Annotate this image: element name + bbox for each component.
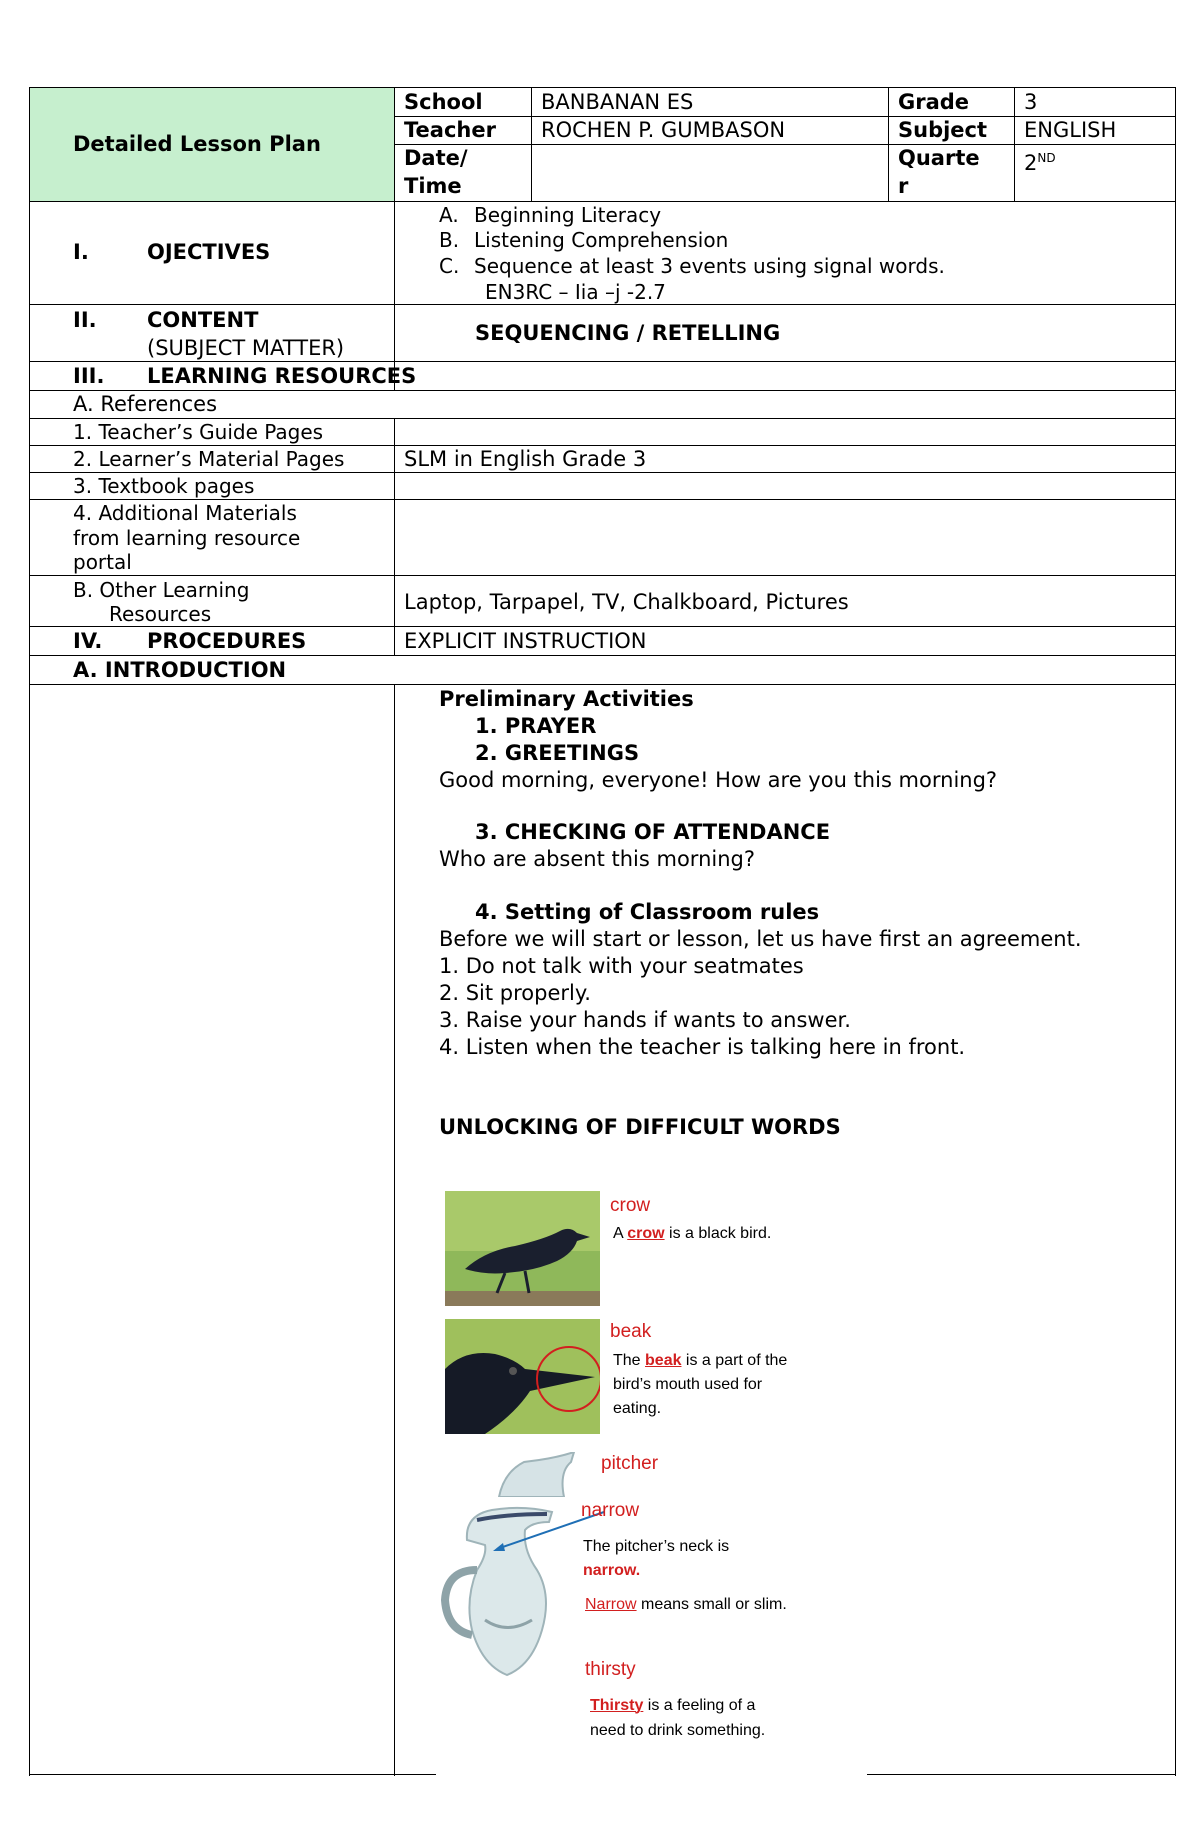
introduction-label: A. INTRODUCTION (73, 658, 287, 682)
beak-picture (445, 1319, 600, 1434)
quarter-value: 2ND (1024, 151, 1056, 175)
prayer-heading: 1. PRAYER (475, 714, 597, 738)
rule-item: 4. Listen when the teacher is talking here in front. (439, 1035, 966, 1059)
thirsty-definition: Thirsty is a feeling of a (590, 1697, 756, 1714)
crow-picture (445, 1191, 600, 1306)
narrow-definition-3: Narrow means small or slim. (585, 1596, 787, 1613)
objective-a-letter: A. (439, 203, 459, 227)
beak-definition: The beak is a part of the (613, 1352, 788, 1369)
objective-b-letter: B. (439, 228, 460, 252)
crow-word: crow (610, 1195, 651, 1216)
pitcher-picture (489, 1452, 599, 1497)
crow-definition: A crow is a black bird. (613, 1225, 772, 1242)
lesson-plan-table (29, 87, 1175, 1777)
beak-word: beak (610, 1321, 652, 1342)
teacher-value: ROCHEN P. GUMBASON (541, 118, 786, 142)
objectives-label: OJECTIVES (147, 240, 271, 264)
objectives-num: I. (73, 240, 89, 264)
rules-text: Before we will start or lesson, let us have first an agreement. (439, 927, 1082, 951)
narrow-word: narrow (581, 1500, 640, 1521)
rule-item: 1. Do not talk with your seatmates (439, 954, 804, 978)
pitcher-word: pitcher (601, 1453, 659, 1474)
objective-a: Beginning Literacy (474, 203, 662, 227)
procedures-value: EXPLICIT INSTRUCTION (404, 629, 647, 653)
subject-label: Subject (898, 118, 988, 142)
rule-item: 2. Sit properly. (439, 981, 591, 1005)
unlocking-title: UNLOCKING OF DIFFICULT WORDS (439, 1115, 841, 1139)
teacher-guide-label: 1. Teacher’s Guide Pages (73, 420, 324, 444)
objective-b: Listening Comprehension (474, 228, 729, 252)
narrow-definition: The pitcher’s neck is (583, 1538, 730, 1555)
beak-definition-3: eating. (613, 1400, 662, 1417)
school-label: School (404, 90, 483, 114)
content-label: CONTENT (147, 308, 259, 332)
quarter-label-cont: r (898, 174, 909, 198)
school-value: BANBANAN ES (541, 90, 694, 114)
attendance-text: Who are absent this morning? (439, 847, 756, 871)
content-num: II. (73, 308, 97, 332)
quarter-label: Quarte (898, 146, 980, 170)
textbook-label: 3. Textbook pages (73, 474, 255, 498)
narrow-definition-2: narrow. (583, 1562, 641, 1579)
date-label: Date/ (404, 146, 468, 170)
objective-c: Sequence at least 3 events using signal words. (474, 254, 945, 278)
resources-label: LEARNING RESOURCES (147, 364, 417, 388)
greeting-text: Good morning, everyone! How are you this morning? (439, 768, 998, 792)
grade-value: 3 (1024, 90, 1038, 114)
learner-material-value: SLM in English Grade 3 (404, 447, 647, 471)
content-value: SEQUENCING / RETELLING (475, 321, 781, 345)
teacher-label: Teacher (404, 118, 496, 142)
rules-heading: 4. Setting of Classroom rules (475, 900, 820, 924)
subject-value: ENGLISH (1024, 118, 1117, 142)
beak-definition-2: bird’s mouth used for (613, 1376, 763, 1393)
other-resources-value: Laptop, Tarpapel, TV, Chalkboard, Pictures (404, 590, 849, 614)
additional-materials-label-3: portal (73, 550, 132, 574)
grade-label: Grade (898, 90, 970, 114)
procedures-label: PROCEDURES (147, 629, 307, 653)
page-title: Detailed Lesson Plan (73, 132, 321, 156)
objective-c-letter: C. (439, 254, 460, 278)
objective-code: EN3RC – Iia –j -2.7 (485, 280, 666, 304)
greetings-heading: 2. GREETINGS (475, 741, 640, 765)
time-label: Time (404, 174, 462, 198)
other-resources-label: B. Other Learning (73, 578, 250, 602)
additional-materials-label-2: from learning resource (73, 526, 301, 550)
additional-materials-label: 4. Additional Materials (73, 501, 297, 525)
procedures-num: IV. (73, 629, 103, 653)
other-resources-label-2: Resources (109, 602, 212, 626)
rule-item: 3. Raise your hands if wants to answer. (439, 1008, 851, 1032)
thirsty-definition-2: need to drink something. (590, 1722, 766, 1739)
content-sub-label: (SUBJECT MATTER) (147, 336, 345, 360)
references-label: A. References (73, 392, 218, 416)
resources-num: III. (73, 364, 105, 388)
thirsty-word: thirsty (585, 1659, 636, 1680)
attendance-heading: 3. CHECKING OF ATTENDANCE (475, 820, 831, 844)
learner-material-label: 2. Learner’s Material Pages (73, 447, 345, 471)
preliminary-title: Preliminary Activities (439, 687, 694, 711)
